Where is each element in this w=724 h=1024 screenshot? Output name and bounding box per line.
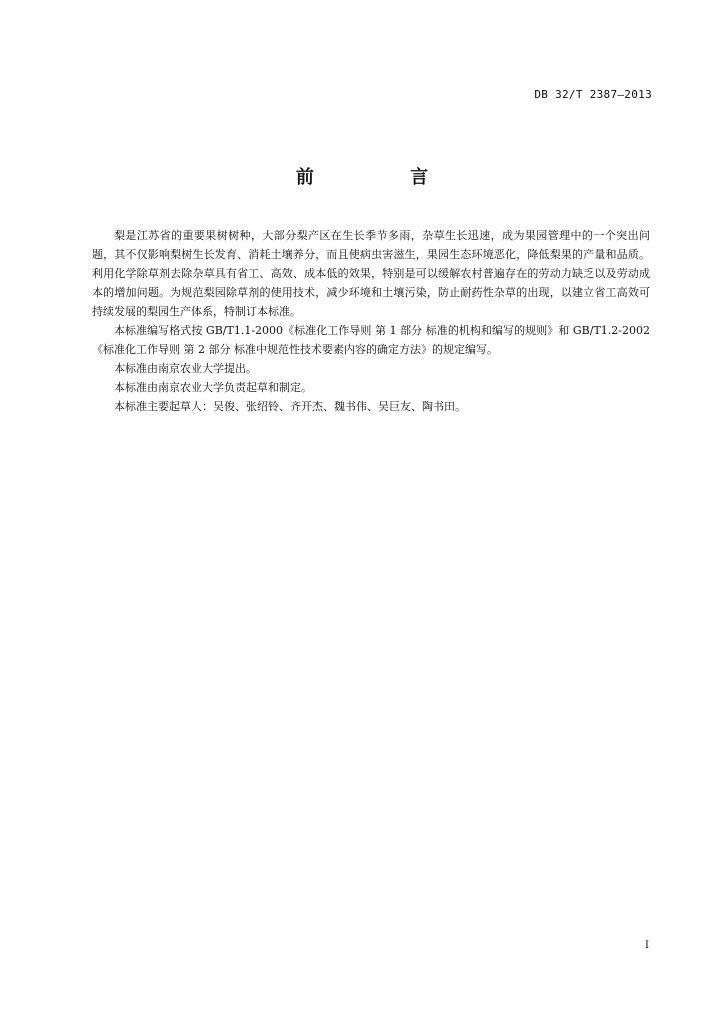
- paragraph-drafting-unit: 本标准由南京农业大学负责起草和制定。: [114, 381, 312, 394]
- preface-body: [92, 226, 650, 416]
- page-number: I: [645, 940, 649, 951]
- paragraph-proposer: 本标准由南京农业大学提出。: [114, 362, 257, 375]
- standard-code: DB 32/T 2387—2013: [534, 88, 652, 101]
- page-title: 前 言: [295, 167, 474, 188]
- paragraph-background: 梨是江苏省的重要果树树种，大部分梨产区在生长季节多雨，杂草生长迅速，成为果园管理中的一个突出问题，其不仅影响梨树生长发育、消耗土壤养分，而且使病虫害滋生，果园生态环境恶化，降低梨果的产量和品质。利用化学除草剂去除杂草具有省工、高效、成本低的效果，特别是可以缓解农村普遍存在的劳动力缺乏以及劳动成本的增加问题。为规范梨园除草剂的使用技术，减少环境和土壤污染，防止耐药性杂草的出现，以建立省工高效可持续发展的梨园生产体系，特制订本标准。: [92, 229, 650, 318]
- paragraph-drafters: 本标准主要起草人：吴俊、张绍铃、齐开杰、魏书伟、吴巨友、陶书田。: [114, 400, 466, 413]
- paragraph-format: 本标准编写格式按 GB/T1.1-2000《标准化工作导则 第 1 部分 标准的机构和编写的规则》和 GB/T1.2-2002 《标准化工作导则 第 2 部分 标准中规范性技术要素内容的确定方法》的规定编写。: [92, 324, 650, 356]
